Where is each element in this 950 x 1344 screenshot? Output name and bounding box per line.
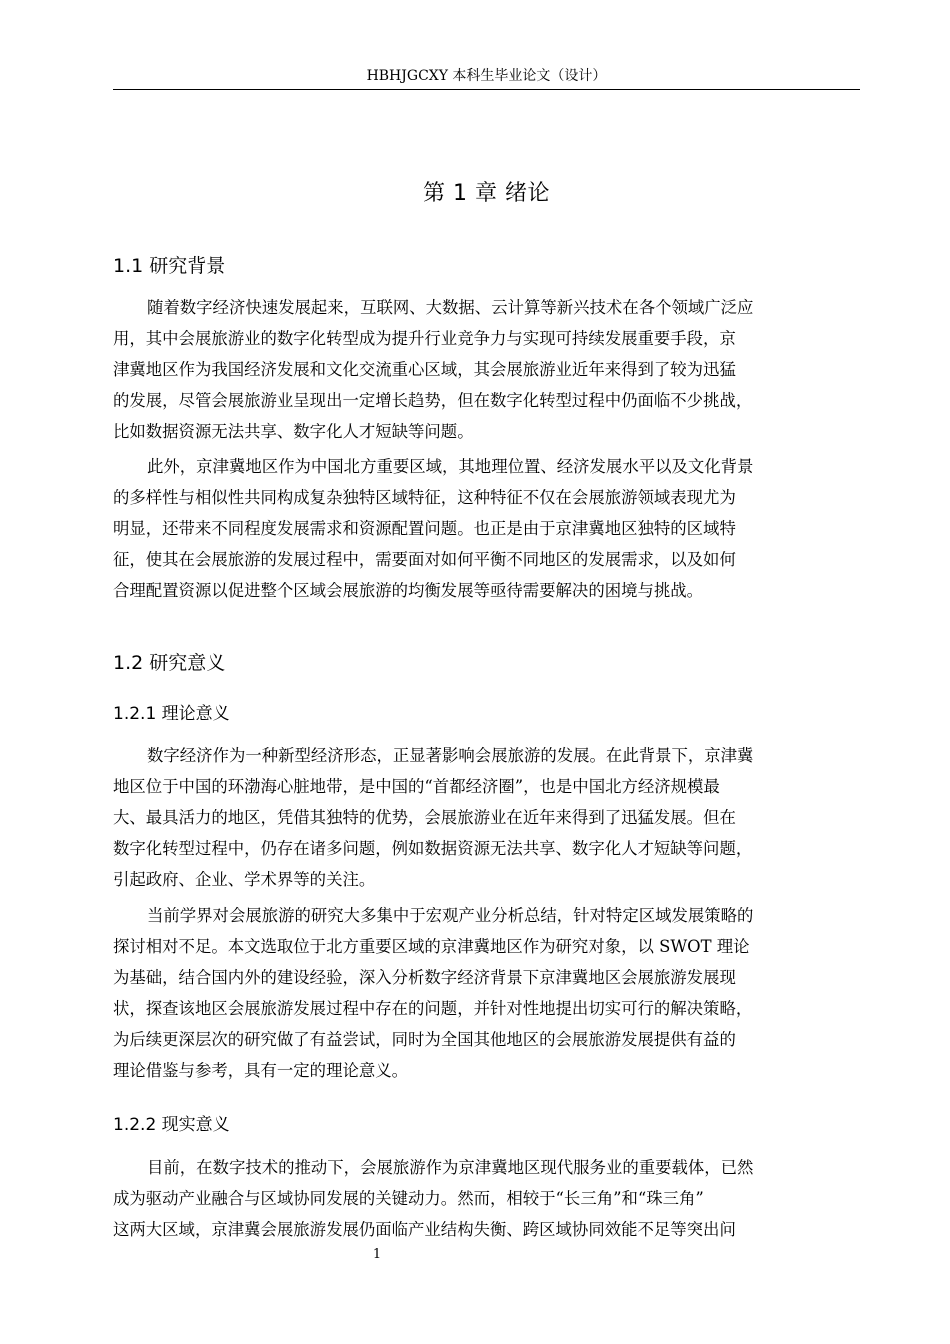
text-line: 成为驱动产业融合与区域协同发展的关键动力。然而，相较于“长三角”和“珠三角” bbox=[113, 1189, 704, 1208]
page-number: 1 bbox=[372, 1247, 382, 1262]
paragraph-theory-1 bbox=[113, 740, 860, 895]
text-line: 的多样性与相似性共同构成复杂独特区域特征，这种特征不仅在会展旅游领域表现尤为 bbox=[113, 488, 736, 507]
text-line: 随着数字经济快速发展起来，互联网、大数据、云计算等新兴技术在各个领域广泛应 bbox=[147, 298, 754, 317]
text-line: 用，其中会展旅游业的数字化转型成为提升行业竞争力与实现可持续发展重要手段，京 bbox=[113, 329, 736, 348]
text-line: 数字经济作为一种新型经济形态，正显著影响会展旅游的发展。在此背景下，京津冀 bbox=[147, 746, 754, 765]
text-line: 津冀地区作为我国经济发展和文化交流重心区域，其会展旅游业近年来得到了较为迅猛 bbox=[113, 360, 736, 379]
text-line: 地区位于中国的环渤海心脏地带，是中国的“首都经济圈”，也是中国北方经济规模最 bbox=[113, 777, 720, 796]
text-line: 为后续更深层次的研究做了有益尝试，同时为全国其他地区的会展旅游发展提供有益的 bbox=[113, 1030, 736, 1049]
paragraph-background-1 bbox=[113, 292, 860, 447]
text-line: 探讨相对不足。本文选取位于北方重要区域的京津冀地区作为研究对象，以 SWOT 理论 bbox=[113, 937, 750, 956]
text-line: 明显，还带来不同程度发展需求和资源配置问题。也正是由于京津冀地区独特的区域特 bbox=[113, 519, 736, 538]
section-heading-1-1: 1.1 研究背景 bbox=[113, 255, 226, 277]
text-line: 征，使其在会展旅游的发展过程中，需要面对如何平衡不同地区的发展需求，以及如何 bbox=[113, 550, 736, 569]
text-line: 大、最具活力的地区，凭借其独特的优势，会展旅游业在近年来得到了迅猛发展。但在 bbox=[113, 808, 736, 827]
subsection-heading-1-2-2: 1.2.2 现实意义 bbox=[113, 1115, 230, 1135]
text-line: 此外，京津冀地区作为中国北方重要区域，其地理位置、经济发展水平以及文化背景 bbox=[147, 457, 754, 476]
text-line: 状，探查该地区会展旅游发展过程中存在的问题，并针对性地提出切实可行的解决策略， bbox=[113, 999, 753, 1018]
paragraph-background-2 bbox=[113, 451, 860, 606]
text-line: 引起政府、企业、学术界等的关注。 bbox=[113, 870, 376, 889]
text-line: 的发展，尽管会展旅游业呈现出一定增长趋势，但在数字化转型过程中仍面临不少挑战， bbox=[113, 391, 753, 410]
paragraph-practical-1 bbox=[113, 1152, 860, 1245]
section-heading-1-2: 1.2 研究意义 bbox=[113, 652, 226, 674]
text-line: 当前学界对会展旅游的研究大多集中于宏观产业分析总结，针对特定区域发展策略的 bbox=[147, 906, 754, 925]
text-line: 合理配置资源以促进整个区域会展旅游的均衡发展等亟待需要解决的困境与挑战。 bbox=[113, 581, 704, 600]
chapter-title: 第 1 章 绪论 bbox=[423, 181, 550, 206]
header-rule bbox=[113, 89, 860, 90]
paragraph-theory-2 bbox=[113, 900, 860, 1086]
text-line: 目前，在数字技术的推动下，会展旅游作为京津冀地区现代服务业的重要载体，已然 bbox=[147, 1158, 754, 1177]
text-line: 为基础，结合国内外的建设经验，深入分析数字经济背景下京津冀地区会展旅游发展现 bbox=[113, 968, 736, 987]
text-line: 这两大区域，京津冀会展旅游发展仍面临产业结构失衡、跨区域协同效能不足等突出问 bbox=[113, 1220, 736, 1239]
text-line: 数字化转型过程中，仍存在诸多问题，例如数据资源无法共享、数字化人才短缺等问题， bbox=[113, 839, 753, 858]
running-header: HBHJGCXY 本科生毕业论文（设计） bbox=[366, 68, 607, 84]
subsection-heading-1-2-1: 1.2.1 理论意义 bbox=[113, 704, 230, 724]
text-line: 理论借鉴与参考，具有一定的理论意义。 bbox=[113, 1061, 409, 1080]
text-line: 比如数据资源无法共享、数字化人才短缺等问题。 bbox=[113, 422, 474, 441]
